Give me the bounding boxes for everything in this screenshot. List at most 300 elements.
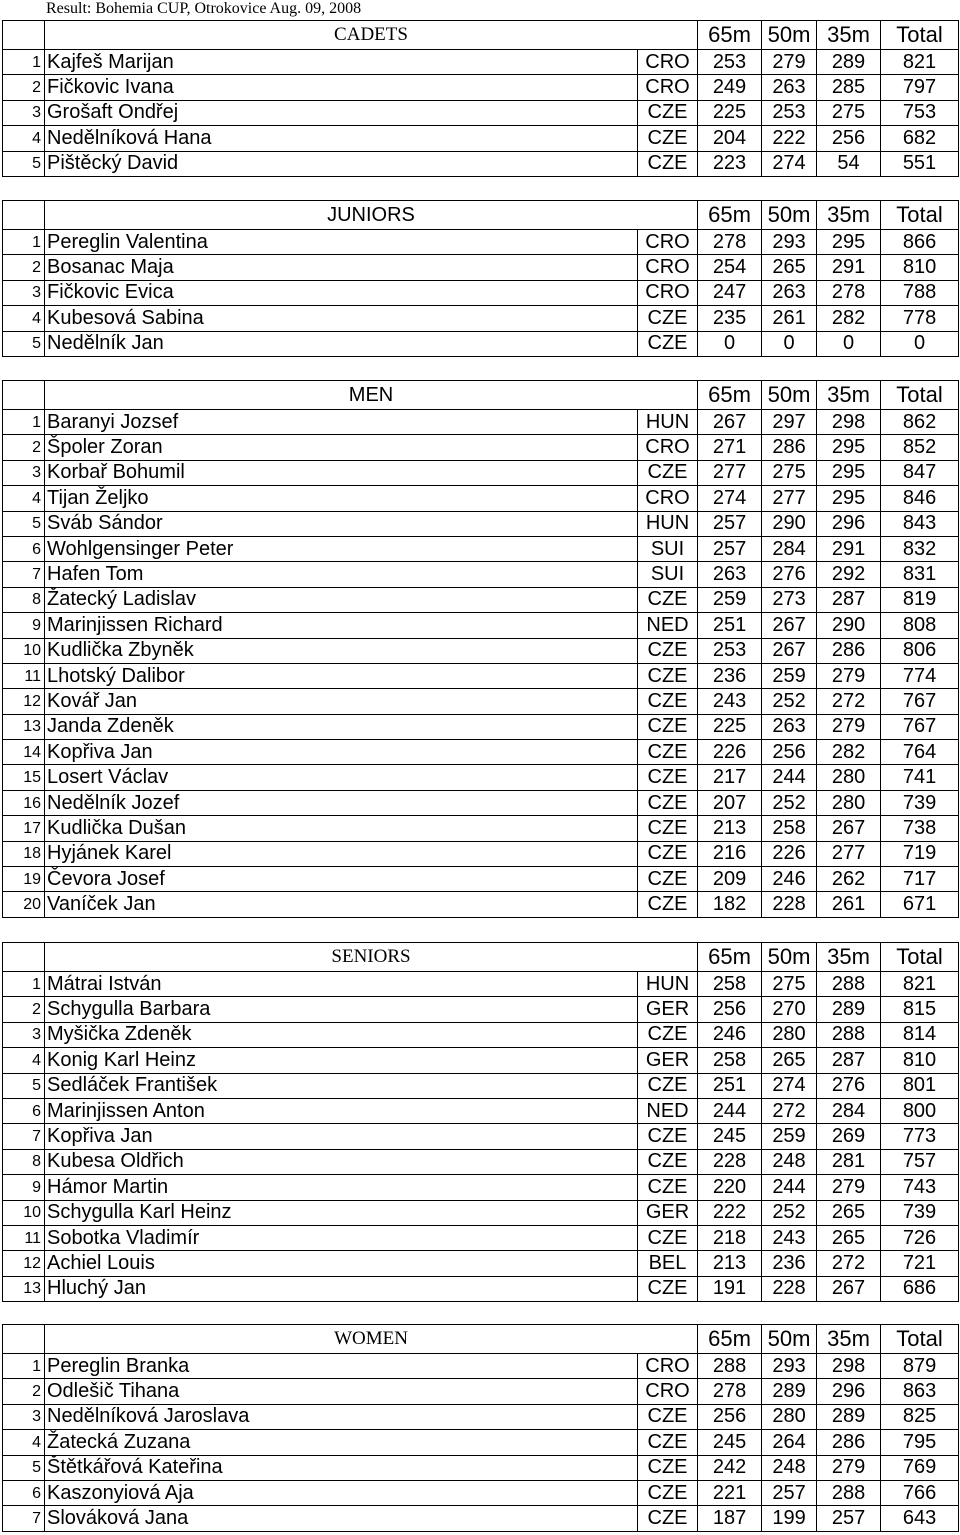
score-35m: 54 (817, 151, 881, 176)
country-code: GER (638, 997, 698, 1022)
column-header: 65m (698, 1325, 762, 1354)
table-row (3, 841, 959, 866)
score-total: 831 (881, 562, 959, 587)
athlete-name: Marinjissen Richard (45, 613, 638, 638)
rank-cell: 1 (3, 1354, 45, 1379)
country-code: CZE (638, 689, 698, 714)
rank-cell: 19 (3, 867, 45, 892)
score-50m: 258 (762, 816, 817, 841)
rank-cell: 8 (3, 587, 45, 612)
score-35m: 272 (817, 1251, 881, 1276)
header-blank-cell (3, 1325, 45, 1354)
score-65m: 222 (698, 1200, 762, 1225)
header-blank-cell (3, 943, 45, 972)
score-65m: 247 (698, 280, 762, 305)
score-50m: 267 (762, 638, 817, 663)
score-total: 717 (881, 867, 959, 892)
rank-cell: 3 (3, 280, 45, 305)
score-65m: 288 (698, 1354, 762, 1379)
country-code: GER (638, 1200, 698, 1225)
score-65m: 225 (698, 100, 762, 125)
rank-cell: 2 (3, 75, 45, 100)
country-code: CZE (638, 1175, 698, 1200)
score-35m: 298 (817, 1354, 881, 1379)
athlete-name: Janda Zdeněk (45, 714, 638, 739)
score-65m: 213 (698, 1251, 762, 1276)
rank-cell: 10 (3, 638, 45, 663)
table-row (3, 331, 959, 356)
score-total: 726 (881, 1225, 959, 1250)
score-total: 814 (881, 1022, 959, 1047)
table-row (3, 536, 959, 561)
score-65m: 207 (698, 790, 762, 815)
athlete-name: Losert Václav (45, 765, 638, 790)
score-50m: 293 (762, 1354, 817, 1379)
athlete-name: Odlešič Tihana (45, 1379, 638, 1404)
table-row (3, 100, 959, 125)
score-65m: 258 (698, 972, 762, 997)
table-row (3, 50, 959, 75)
column-header: Total (881, 1325, 959, 1354)
score-50m: 261 (762, 306, 817, 331)
country-code: CRO (638, 255, 698, 280)
score-total: 0 (881, 331, 959, 356)
category-label: MEN (45, 381, 698, 410)
table-row (3, 816, 959, 841)
country-code: CRO (638, 486, 698, 511)
score-50m: 263 (762, 75, 817, 100)
rank-cell: 15 (3, 765, 45, 790)
rank-cell: 1 (3, 410, 45, 435)
score-35m: 295 (817, 230, 881, 255)
rank-cell: 8 (3, 1149, 45, 1174)
country-code: CZE (638, 867, 698, 892)
country-code: CZE (638, 1124, 698, 1149)
score-35m: 295 (817, 435, 881, 460)
athlete-name: Vaníček Jan (45, 892, 638, 917)
score-50m: 270 (762, 997, 817, 1022)
column-header: 50m (762, 381, 817, 410)
score-35m: 272 (817, 689, 881, 714)
athlete-name: Hluchý Jan (45, 1276, 638, 1301)
table-row (3, 460, 959, 485)
country-code: CZE (638, 1430, 698, 1455)
table-row (3, 1225, 959, 1250)
score-35m: 295 (817, 460, 881, 485)
score-65m: 242 (698, 1455, 762, 1480)
score-35m: 281 (817, 1149, 881, 1174)
country-code: CRO (638, 50, 698, 75)
score-total: 739 (881, 1200, 959, 1225)
score-total: 739 (881, 790, 959, 815)
country-code: CZE (638, 151, 698, 176)
document-title: Result: Bohemia CUP, Otrokovice Aug. 09, 2008 (46, 0, 362, 17)
score-50m: 226 (762, 841, 817, 866)
section-juniors (2, 200, 958, 357)
score-35m: 298 (817, 410, 881, 435)
athlete-name: Kopřiva Jan (45, 1124, 638, 1149)
score-35m: 279 (817, 1455, 881, 1480)
athlete-name: Mátrai István (45, 972, 638, 997)
score-total: 764 (881, 740, 959, 765)
country-code: CZE (638, 1022, 698, 1047)
country-code: SUI (638, 536, 698, 561)
country-code: CZE (638, 460, 698, 485)
column-header: 50m (762, 201, 817, 230)
score-35m: 267 (817, 1276, 881, 1301)
table-row (3, 1175, 959, 1200)
score-total: 819 (881, 587, 959, 612)
athlete-name: Korbař Bohumil (45, 460, 638, 485)
country-code: CRO (638, 230, 698, 255)
country-code: CRO (638, 1379, 698, 1404)
rank-cell: 5 (3, 331, 45, 356)
score-50m: 243 (762, 1225, 817, 1250)
score-50m: 248 (762, 1455, 817, 1480)
athlete-name: Nedělník Jozef (45, 790, 638, 815)
table-row (3, 1251, 959, 1276)
rank-cell: 1 (3, 972, 45, 997)
rank-cell: 4 (3, 486, 45, 511)
table-header-row (3, 201, 959, 230)
rank-cell: 7 (3, 1124, 45, 1149)
score-total: 743 (881, 1175, 959, 1200)
score-total: 821 (881, 972, 959, 997)
country-code: NED (638, 1098, 698, 1123)
score-65m: 254 (698, 255, 762, 280)
country-code: CZE (638, 306, 698, 331)
score-65m: 246 (698, 1022, 762, 1047)
score-65m: 251 (698, 613, 762, 638)
country-code: SUI (638, 562, 698, 587)
score-total: 551 (881, 151, 959, 176)
score-50m: 280 (762, 1404, 817, 1429)
rank-cell: 2 (3, 1379, 45, 1404)
rank-cell: 3 (3, 100, 45, 125)
score-50m: 256 (762, 740, 817, 765)
header-blank-cell (3, 201, 45, 230)
rank-cell: 11 (3, 663, 45, 688)
column-header: Total (881, 21, 959, 50)
score-35m: 256 (817, 126, 881, 151)
rank-cell: 4 (3, 1048, 45, 1073)
header-blank-cell (3, 21, 45, 50)
rank-cell: 12 (3, 1251, 45, 1276)
results-table (2, 380, 959, 918)
score-65m: 271 (698, 435, 762, 460)
score-65m: 263 (698, 562, 762, 587)
column-header: 50m (762, 21, 817, 50)
country-code: BEL (638, 1251, 698, 1276)
rank-cell: 12 (3, 689, 45, 714)
table-row (3, 75, 959, 100)
column-header: Total (881, 943, 959, 972)
table-row (3, 1098, 959, 1123)
score-65m: 267 (698, 410, 762, 435)
rank-cell: 20 (3, 892, 45, 917)
athlete-name: Achiel Louis (45, 1251, 638, 1276)
athlete-name: Hafen Tom (45, 562, 638, 587)
rank-cell: 18 (3, 841, 45, 866)
score-35m: 287 (817, 587, 881, 612)
score-50m: 222 (762, 126, 817, 151)
rank-cell: 3 (3, 460, 45, 485)
athlete-name: Špoler Zoran (45, 435, 638, 460)
athlete-name: Fičkovic Ivana (45, 75, 638, 100)
table-row (3, 1124, 959, 1149)
table-row (3, 867, 959, 892)
score-total: 866 (881, 230, 959, 255)
column-header: 65m (698, 381, 762, 410)
country-code: CRO (638, 280, 698, 305)
athlete-name: Hyjánek Karel (45, 841, 638, 866)
athlete-name: Kubesová Sabina (45, 306, 638, 331)
table-row (3, 972, 959, 997)
country-code: CZE (638, 126, 698, 151)
country-code: HUN (638, 511, 698, 536)
country-code: HUN (638, 410, 698, 435)
table-row (3, 562, 959, 587)
country-code: CZE (638, 663, 698, 688)
table-row (3, 1022, 959, 1047)
score-total: 643 (881, 1506, 959, 1531)
score-35m: 290 (817, 613, 881, 638)
score-65m: 220 (698, 1175, 762, 1200)
country-code: CZE (638, 816, 698, 841)
rank-cell: 6 (3, 536, 45, 561)
score-total: 741 (881, 765, 959, 790)
country-code: CZE (638, 638, 698, 663)
score-total: 808 (881, 613, 959, 638)
score-65m: 223 (698, 151, 762, 176)
score-35m: 288 (817, 1022, 881, 1047)
rank-cell: 5 (3, 151, 45, 176)
score-50m: 275 (762, 460, 817, 485)
table-header-row (3, 1325, 959, 1354)
rank-cell: 13 (3, 714, 45, 739)
athlete-name: Nedělníková Jaroslava (45, 1404, 638, 1429)
score-35m: 261 (817, 892, 881, 917)
table-row (3, 280, 959, 305)
score-65m: 217 (698, 765, 762, 790)
table-row (3, 740, 959, 765)
rank-cell: 9 (3, 613, 45, 638)
score-50m: 257 (762, 1480, 817, 1505)
column-header: 35m (817, 201, 881, 230)
rank-cell: 13 (3, 1276, 45, 1301)
athlete-name: Kopřiva Jan (45, 740, 638, 765)
score-35m: 288 (817, 1480, 881, 1505)
athlete-name: Fičkovic Evica (45, 280, 638, 305)
score-total: 797 (881, 75, 959, 100)
score-50m: 252 (762, 790, 817, 815)
score-50m: 259 (762, 1124, 817, 1149)
athlete-name: Kudlička Zbyněk (45, 638, 638, 663)
rank-cell: 16 (3, 790, 45, 815)
score-65m: 274 (698, 486, 762, 511)
rank-cell: 3 (3, 1022, 45, 1047)
score-total: 815 (881, 997, 959, 1022)
rank-cell: 6 (3, 1480, 45, 1505)
score-50m: 275 (762, 972, 817, 997)
score-65m: 216 (698, 841, 762, 866)
results-table (2, 1324, 959, 1532)
column-header: 35m (817, 381, 881, 410)
table-row (3, 1149, 959, 1174)
score-65m: 213 (698, 816, 762, 841)
score-50m: 297 (762, 410, 817, 435)
score-50m: 263 (762, 714, 817, 739)
country-code: CZE (638, 892, 698, 917)
country-code: CZE (638, 765, 698, 790)
score-50m: 272 (762, 1098, 817, 1123)
score-50m: 244 (762, 1175, 817, 1200)
table-row (3, 1073, 959, 1098)
table-row (3, 790, 959, 815)
rank-cell: 6 (3, 1098, 45, 1123)
score-65m: 259 (698, 587, 762, 612)
score-total: 774 (881, 663, 959, 688)
score-65m: 235 (698, 306, 762, 331)
table-row (3, 255, 959, 280)
score-35m: 295 (817, 486, 881, 511)
table-row (3, 1480, 959, 1505)
score-35m: 262 (817, 867, 881, 892)
score-35m: 291 (817, 536, 881, 561)
country-code: CZE (638, 1455, 698, 1480)
table-header-row (3, 381, 959, 410)
score-65m: 277 (698, 460, 762, 485)
rank-cell: 2 (3, 997, 45, 1022)
rank-cell: 17 (3, 816, 45, 841)
athlete-name: Kajfeš Marijan (45, 50, 638, 75)
score-50m: 246 (762, 867, 817, 892)
score-65m: 278 (698, 230, 762, 255)
rank-cell: 14 (3, 740, 45, 765)
athlete-name: Baranyi Jozsef (45, 410, 638, 435)
score-50m: 236 (762, 1251, 817, 1276)
country-code: CZE (638, 740, 698, 765)
country-code: CZE (638, 1276, 698, 1301)
country-code: CZE (638, 790, 698, 815)
score-50m: 248 (762, 1149, 817, 1174)
athlete-name: Kudlička Dušan (45, 816, 638, 841)
section-women (2, 1324, 958, 1532)
score-50m: 228 (762, 1276, 817, 1301)
athlete-name: Čevora Josef (45, 867, 638, 892)
country-code: CZE (638, 1480, 698, 1505)
column-header: Total (881, 381, 959, 410)
score-35m: 265 (817, 1200, 881, 1225)
rank-cell: 1 (3, 50, 45, 75)
score-50m: 252 (762, 1200, 817, 1225)
table-row (3, 1430, 959, 1455)
table-row (3, 306, 959, 331)
score-total: 843 (881, 511, 959, 536)
score-65m: 245 (698, 1124, 762, 1149)
score-35m: 286 (817, 638, 881, 663)
score-35m: 257 (817, 1506, 881, 1531)
score-35m: 280 (817, 765, 881, 790)
rank-cell: 4 (3, 306, 45, 331)
table-row (3, 663, 959, 688)
score-50m: 277 (762, 486, 817, 511)
country-code: CRO (638, 75, 698, 100)
score-total: 800 (881, 1098, 959, 1123)
score-35m: 288 (817, 972, 881, 997)
score-total: 682 (881, 126, 959, 151)
score-50m: 264 (762, 1430, 817, 1455)
score-35m: 265 (817, 1225, 881, 1250)
score-35m: 286 (817, 1430, 881, 1455)
rank-cell: 2 (3, 255, 45, 280)
score-total: 686 (881, 1276, 959, 1301)
column-header: Total (881, 201, 959, 230)
score-total: 753 (881, 100, 959, 125)
rank-cell: 7 (3, 562, 45, 587)
score-50m: 290 (762, 511, 817, 536)
score-65m: 228 (698, 1149, 762, 1174)
table-row (3, 1506, 959, 1531)
score-total: 879 (881, 1354, 959, 1379)
column-header: 35m (817, 1325, 881, 1354)
table-row (3, 1404, 959, 1429)
score-65m: 256 (698, 1404, 762, 1429)
table-header-row (3, 21, 959, 50)
score-35m: 276 (817, 1073, 881, 1098)
country-code: CZE (638, 1073, 698, 1098)
score-total: 801 (881, 1073, 959, 1098)
rank-cell: 5 (3, 1455, 45, 1480)
table-row (3, 765, 959, 790)
score-35m: 282 (817, 306, 881, 331)
header-blank-cell (3, 381, 45, 410)
athlete-name: Pištěcký David (45, 151, 638, 176)
section-cadets (2, 20, 958, 177)
score-total: 769 (881, 1455, 959, 1480)
score-total: 825 (881, 1404, 959, 1429)
table-row (3, 892, 959, 917)
score-65m: 221 (698, 1480, 762, 1505)
table-header-row (3, 943, 959, 972)
results-table (2, 200, 959, 357)
score-35m: 292 (817, 562, 881, 587)
country-code: HUN (638, 972, 698, 997)
score-65m: 226 (698, 740, 762, 765)
table-row (3, 1354, 959, 1379)
rank-cell: 5 (3, 1073, 45, 1098)
score-total: 806 (881, 638, 959, 663)
score-35m: 287 (817, 1048, 881, 1073)
category-label: SENIORS (45, 943, 698, 972)
score-total: 766 (881, 1480, 959, 1505)
table-row (3, 435, 959, 460)
country-code: CRO (638, 1354, 698, 1379)
country-code: CZE (638, 100, 698, 125)
rank-cell: 7 (3, 1506, 45, 1531)
athlete-name: Konig Karl Heinz (45, 1048, 638, 1073)
table-row (3, 997, 959, 1022)
score-total: 778 (881, 306, 959, 331)
score-65m: 182 (698, 892, 762, 917)
score-50m: 273 (762, 587, 817, 612)
table-row (3, 486, 959, 511)
score-total: 721 (881, 1251, 959, 1276)
rank-cell: 2 (3, 435, 45, 460)
score-50m: 265 (762, 1048, 817, 1073)
athlete-name: Wohlgensinger Peter (45, 536, 638, 561)
score-50m: 244 (762, 765, 817, 790)
